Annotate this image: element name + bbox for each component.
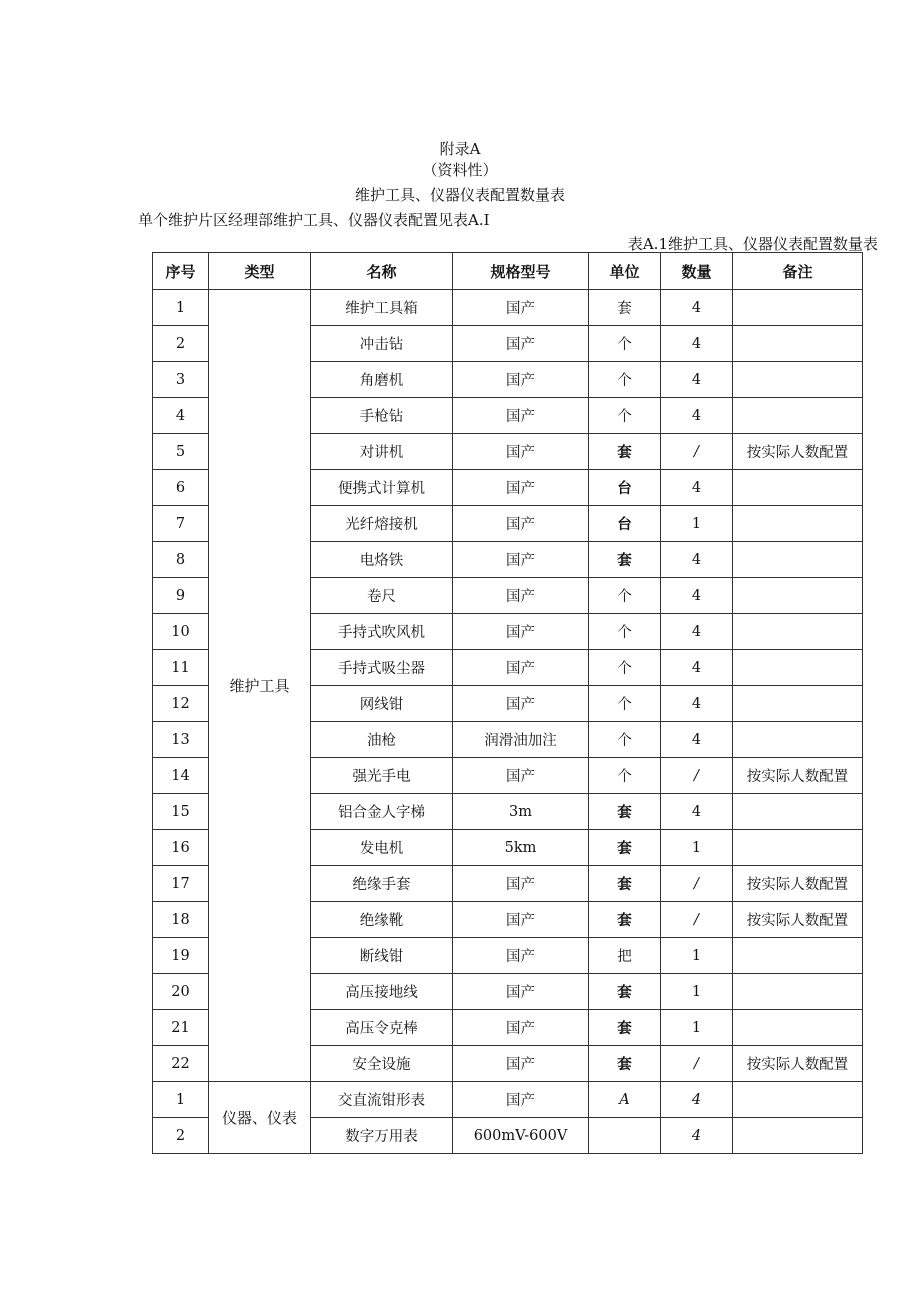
- row-spec: 国产: [453, 866, 589, 902]
- intro-text: 单个维护片区经理部维护工具、仪器仪表配置见表A.I: [138, 211, 490, 229]
- row-seq: 21: [153, 1010, 209, 1046]
- row-unit: 个: [589, 398, 661, 434]
- row-spec: 国产: [453, 470, 589, 506]
- row-unit: 套: [589, 434, 661, 470]
- row-qty: 1: [661, 974, 733, 1010]
- row-qty: 1: [661, 1010, 733, 1046]
- row-name: 数字万用表: [311, 1118, 453, 1154]
- row-qty: 4: [661, 1082, 733, 1118]
- row-seq: 18: [153, 902, 209, 938]
- row-unit: 个: [589, 578, 661, 614]
- row-seq: 2: [153, 326, 209, 362]
- row-seq: 1: [153, 290, 209, 326]
- row-spec: 国产: [453, 902, 589, 938]
- row-name: 铝合金人字梯: [311, 794, 453, 830]
- row-note: [733, 938, 863, 974]
- row-unit: 套: [589, 974, 661, 1010]
- row-spec: 5km: [453, 830, 589, 866]
- row-note: [733, 794, 863, 830]
- row-spec: 国产: [453, 1046, 589, 1082]
- row-seq: 19: [153, 938, 209, 974]
- row-note: 按实际人数配置: [733, 902, 863, 938]
- row-name: 手枪钻: [311, 398, 453, 434]
- header-unit: 单位: [589, 253, 661, 290]
- row-note: [733, 470, 863, 506]
- row-category: 维护工具: [209, 290, 311, 1082]
- row-seq: 3: [153, 362, 209, 398]
- header-spec: 规格型号: [453, 253, 589, 290]
- row-note: [733, 974, 863, 1010]
- row-seq: 8: [153, 542, 209, 578]
- row-note: 按实际人数配置: [733, 866, 863, 902]
- row-qty: 4: [661, 650, 733, 686]
- row-qty: 4: [661, 398, 733, 434]
- table-body: [153, 290, 863, 1154]
- row-spec: 3m: [453, 794, 589, 830]
- row-name: 手持式吸尘器: [311, 650, 453, 686]
- row-note: [733, 326, 863, 362]
- row-qty: 4: [661, 578, 733, 614]
- row-qty: 1: [661, 830, 733, 866]
- row-qty: 1: [661, 506, 733, 542]
- row-spec: 国产: [453, 650, 589, 686]
- row-note: [733, 506, 863, 542]
- row-name: 冲击钻: [311, 326, 453, 362]
- appendix-nature: （资料性）: [422, 161, 498, 179]
- row-unit: 个: [589, 758, 661, 794]
- row-note: [733, 614, 863, 650]
- row-seq: 12: [153, 686, 209, 722]
- row-name: 对讲机: [311, 434, 453, 470]
- row-unit: 套: [589, 902, 661, 938]
- row-unit: 套: [589, 290, 661, 326]
- row-unit: 台: [589, 470, 661, 506]
- row-name: 高压令克棒: [311, 1010, 453, 1046]
- row-note: [733, 1118, 863, 1154]
- row-qty: 4: [661, 1118, 733, 1154]
- row-unit: 个: [589, 722, 661, 758]
- row-note: [733, 722, 863, 758]
- row-seq: 20: [153, 974, 209, 1010]
- row-qty: /: [661, 434, 733, 470]
- row-name: 安全设施: [311, 1046, 453, 1082]
- row-category: 仪器、仪表: [209, 1082, 311, 1154]
- row-unit: 套: [589, 1046, 661, 1082]
- row-name: 卷尺: [311, 578, 453, 614]
- row-seq: 7: [153, 506, 209, 542]
- row-name: 维护工具箱: [311, 290, 453, 326]
- row-name: 网线钳: [311, 686, 453, 722]
- row-qty: /: [661, 902, 733, 938]
- row-unit: 个: [589, 326, 661, 362]
- row-unit: 个: [589, 362, 661, 398]
- row-seq: 9: [153, 578, 209, 614]
- row-unit: 个: [589, 650, 661, 686]
- document-title: 维护工具、仪器仪表配置数量表: [354, 186, 565, 204]
- row-spec: 国产: [453, 578, 589, 614]
- row-note: [733, 686, 863, 722]
- row-qty: 4: [661, 362, 733, 398]
- row-qty: 4: [661, 290, 733, 326]
- row-unit: 把: [589, 938, 661, 974]
- row-qty: 1: [661, 938, 733, 974]
- row-name: 手持式吹风机: [311, 614, 453, 650]
- header-note: 备注: [733, 253, 863, 290]
- row-qty: 4: [661, 614, 733, 650]
- row-note: [733, 542, 863, 578]
- row-seq: 1: [153, 1082, 209, 1118]
- row-spec: 600mV-600V: [453, 1118, 589, 1154]
- header-row: [153, 253, 863, 290]
- row-name: 强光手电: [311, 758, 453, 794]
- row-name: 油枪: [311, 722, 453, 758]
- row-seq: 16: [153, 830, 209, 866]
- row-note: 按实际人数配置: [733, 1046, 863, 1082]
- row-spec: 国产: [453, 614, 589, 650]
- row-spec: 国产: [453, 758, 589, 794]
- config-table: [152, 252, 863, 1154]
- header-qty: 数量: [661, 253, 733, 290]
- appendix-heading: 附录A: [439, 140, 481, 158]
- row-qty: /: [661, 866, 733, 902]
- row-unit: 套: [589, 866, 661, 902]
- row-unit: 套: [589, 830, 661, 866]
- row-qty: 4: [661, 326, 733, 362]
- row-unit: 套: [589, 794, 661, 830]
- row-seq: 14: [153, 758, 209, 794]
- row-unit: 套: [589, 1010, 661, 1046]
- row-spec: 国产: [453, 434, 589, 470]
- row-seq: 17: [153, 866, 209, 902]
- table-caption: 表A.1维护工具、仪器仪表配置数量表: [627, 235, 878, 253]
- row-qty: /: [661, 758, 733, 794]
- row-qty: 4: [661, 542, 733, 578]
- row-unit: 个: [589, 614, 661, 650]
- row-spec: 国产: [453, 398, 589, 434]
- row-spec: 国产: [453, 326, 589, 362]
- row-unit: 套: [589, 542, 661, 578]
- table-row: [153, 290, 863, 326]
- row-name: 绝缘靴: [311, 902, 453, 938]
- row-seq: 4: [153, 398, 209, 434]
- row-spec: 国产: [453, 1010, 589, 1046]
- row-note: 按实际人数配置: [733, 434, 863, 470]
- row-name: 发电机: [311, 830, 453, 866]
- row-name: 高压接地线: [311, 974, 453, 1010]
- row-name: 交直流钳形表: [311, 1082, 453, 1118]
- row-note: [733, 578, 863, 614]
- row-seq: 13: [153, 722, 209, 758]
- row-spec: 国产: [453, 974, 589, 1010]
- row-qty: /: [661, 1046, 733, 1082]
- row-note: 按实际人数配置: [733, 758, 863, 794]
- row-seq: 5: [153, 434, 209, 470]
- row-seq: 22: [153, 1046, 209, 1082]
- row-seq: 6: [153, 470, 209, 506]
- row-note: [733, 362, 863, 398]
- row-seq: 15: [153, 794, 209, 830]
- row-unit: [589, 1118, 661, 1154]
- row-unit: 台: [589, 506, 661, 542]
- row-spec: 国产: [453, 938, 589, 974]
- row-name: 光纤熔接机: [311, 506, 453, 542]
- header-name: 名称: [311, 253, 453, 290]
- row-spec: 国产: [453, 542, 589, 578]
- row-qty: 4: [661, 794, 733, 830]
- row-note: [733, 830, 863, 866]
- row-note: [733, 290, 863, 326]
- row-name: 绝缘手套: [311, 866, 453, 902]
- row-note: [733, 650, 863, 686]
- header-seq: 序号: [153, 253, 209, 290]
- row-qty: 4: [661, 722, 733, 758]
- table-row: [153, 1082, 863, 1118]
- row-note: [733, 1010, 863, 1046]
- row-name: 电烙铁: [311, 542, 453, 578]
- row-name: 便携式计算机: [311, 470, 453, 506]
- row-qty: 4: [661, 470, 733, 506]
- row-seq: 11: [153, 650, 209, 686]
- row-unit: A: [589, 1082, 661, 1118]
- row-spec: 国产: [453, 362, 589, 398]
- row-spec: 国产: [453, 290, 589, 326]
- header-type: 类型: [209, 253, 311, 290]
- row-note: [733, 1082, 863, 1118]
- row-name: 断线钳: [311, 938, 453, 974]
- row-spec: 国产: [453, 506, 589, 542]
- row-seq: 2: [153, 1118, 209, 1154]
- row-note: [733, 398, 863, 434]
- row-seq: 10: [153, 614, 209, 650]
- row-unit: 个: [589, 686, 661, 722]
- row-spec: 国产: [453, 1082, 589, 1118]
- row-spec: 润滑油加注: [453, 722, 589, 758]
- row-spec: 国产: [453, 686, 589, 722]
- row-qty: 4: [661, 686, 733, 722]
- row-name: 角磨机: [311, 362, 453, 398]
